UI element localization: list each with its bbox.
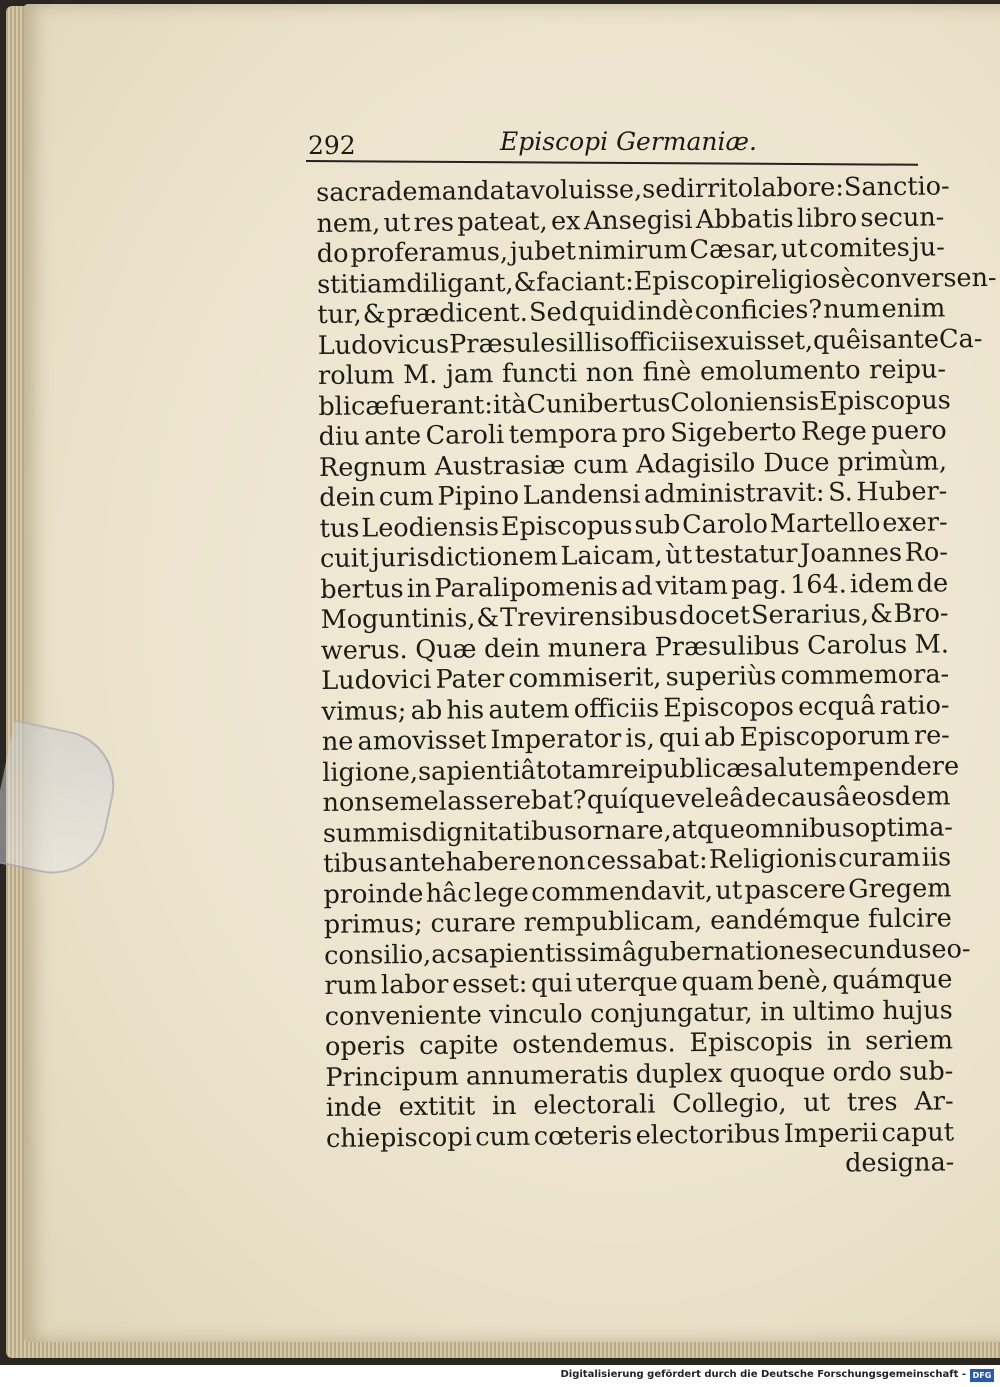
word: superiùs xyxy=(665,661,777,693)
word: electoribus xyxy=(635,1118,781,1151)
word: amovisset xyxy=(357,725,487,757)
word: non xyxy=(536,846,586,877)
word: officiis xyxy=(613,326,700,358)
word: Principum xyxy=(325,1061,459,1093)
word: Abbatis xyxy=(695,203,794,235)
word: demandata xyxy=(385,175,531,208)
word: ante xyxy=(363,420,422,452)
word: conveniente xyxy=(324,999,482,1032)
word: uterque xyxy=(575,967,678,999)
word: asserebat? xyxy=(447,785,587,817)
word: jurisdictionem xyxy=(371,541,558,574)
word: conversen- xyxy=(855,262,997,294)
word: bertus xyxy=(320,573,404,605)
word: Joannes xyxy=(800,537,903,569)
word: commemora- xyxy=(780,659,950,692)
word: Cunibertus xyxy=(526,387,671,420)
word: caput xyxy=(881,1116,955,1148)
word: Huber- xyxy=(856,476,948,508)
word: in xyxy=(406,573,432,604)
word: ratio- xyxy=(879,689,950,721)
word: diligant, xyxy=(406,267,514,299)
word: sacra xyxy=(316,177,387,208)
word: tibus xyxy=(323,848,388,879)
word: ornare, xyxy=(576,814,672,846)
word: eâ xyxy=(713,783,745,814)
word: ùt xyxy=(665,540,693,571)
word: chiepiscopi xyxy=(325,1121,472,1154)
word: inde xyxy=(325,1092,382,1123)
word: Ca- xyxy=(938,323,983,354)
word: Sigeberto xyxy=(670,416,797,449)
word: quoque xyxy=(729,1057,826,1089)
word: do xyxy=(316,238,349,269)
word: quêis xyxy=(812,324,883,356)
word: fulcire xyxy=(867,903,952,935)
word: Ar- xyxy=(914,1086,954,1117)
word: quíque xyxy=(586,784,676,816)
word: salutem xyxy=(750,751,853,783)
word: ut xyxy=(715,875,743,906)
word: Sed xyxy=(528,297,579,328)
word: & xyxy=(476,603,500,634)
word: curam xyxy=(838,842,921,874)
word: hâc xyxy=(425,877,472,909)
word: sapientissimâ xyxy=(460,937,638,970)
word: Carolo xyxy=(682,508,769,540)
word: conjungatur, xyxy=(589,996,753,1029)
word: diu xyxy=(318,421,360,452)
word: re- xyxy=(913,720,950,751)
word: ad xyxy=(620,570,653,602)
word: Paralipomenis xyxy=(434,571,619,604)
word: irrito xyxy=(686,173,754,205)
word: ac xyxy=(431,939,461,970)
word: pag. xyxy=(730,569,788,601)
word: sed xyxy=(642,174,687,205)
word: secun- xyxy=(860,201,945,233)
body-text xyxy=(316,171,997,1184)
word: non xyxy=(322,787,371,818)
word: dein xyxy=(483,633,541,664)
word: pendere xyxy=(852,750,960,782)
word: vinculo xyxy=(489,998,583,1030)
word: operis xyxy=(324,1031,406,1062)
word: ante xyxy=(881,323,940,355)
word: stitiam xyxy=(316,268,407,300)
word: testatur xyxy=(694,538,798,571)
word: faciant: xyxy=(536,266,634,298)
word: cum xyxy=(573,449,629,480)
word: vimus; xyxy=(321,695,407,727)
word: exuisset, xyxy=(699,325,814,357)
word: ex xyxy=(550,205,581,237)
word: ordo xyxy=(832,1056,892,1088)
word: seriem xyxy=(865,1025,954,1057)
word: Ludovicus xyxy=(317,329,450,361)
word: Pater xyxy=(435,664,505,695)
word: res xyxy=(413,207,455,238)
word: Episcopus xyxy=(818,384,951,417)
word: rum xyxy=(324,970,378,1001)
word: Laicam, xyxy=(560,540,663,572)
word: non xyxy=(585,357,635,389)
word: Rege xyxy=(800,416,867,447)
word: lege xyxy=(473,877,529,908)
word: jubet xyxy=(509,236,577,267)
word: primus; xyxy=(323,908,423,940)
word: cessabat: xyxy=(586,844,708,877)
word: autem xyxy=(488,693,570,725)
word: tempora xyxy=(508,418,618,450)
word: voluisse, xyxy=(530,174,643,206)
word: labore: xyxy=(752,172,845,204)
word: ecquâ xyxy=(797,690,876,722)
word: ut xyxy=(383,207,411,238)
word: de xyxy=(744,783,777,814)
word: dignitatibus xyxy=(421,815,578,848)
word: Episcoporum xyxy=(739,720,910,753)
word: Austrasiæ xyxy=(434,449,566,482)
word: rolum xyxy=(317,360,395,391)
word: in xyxy=(760,996,785,1027)
word: docet xyxy=(678,600,751,632)
word: pro xyxy=(621,418,666,449)
word: in xyxy=(491,1090,517,1122)
word: Ansegisi xyxy=(583,204,693,236)
word: in xyxy=(826,1026,852,1057)
word: Trevirensibus xyxy=(499,601,678,634)
word: ligione, xyxy=(322,756,419,788)
word: electorali xyxy=(533,1089,656,1121)
word: cum xyxy=(378,481,435,513)
word: hujus xyxy=(882,994,953,1026)
word: tus xyxy=(319,513,360,544)
word: cuit xyxy=(319,543,370,574)
word: ità xyxy=(492,389,527,420)
word: his xyxy=(446,694,485,726)
word: eo- xyxy=(931,933,971,965)
word: vel xyxy=(675,783,714,815)
word: omnibus xyxy=(744,812,856,845)
word: Serarius, xyxy=(750,599,870,631)
word: ultimo xyxy=(792,995,876,1027)
word: Imperii xyxy=(783,1117,879,1149)
word: cœteris xyxy=(533,1120,633,1152)
word: & xyxy=(513,267,537,298)
word: ab xyxy=(703,722,736,753)
word: Pipino xyxy=(437,480,520,512)
word: rempublicam, xyxy=(523,905,703,938)
word: totam xyxy=(535,754,612,786)
word: commendavit, xyxy=(530,875,714,908)
word: sub xyxy=(634,509,681,541)
word: administravit: xyxy=(643,477,825,510)
word: emolumento xyxy=(699,355,861,387)
word: pascere xyxy=(744,873,846,906)
word: Episcopis xyxy=(689,1026,814,1059)
word: dein xyxy=(319,482,376,513)
word: num xyxy=(823,294,881,325)
word: Episcopus xyxy=(500,510,633,542)
word: Quæ xyxy=(415,633,477,665)
word: M. xyxy=(402,359,438,391)
word: reipublicæ xyxy=(610,752,751,785)
word: quid xyxy=(578,296,637,328)
word: sapientiâ xyxy=(417,755,537,787)
word: Episcopos xyxy=(663,691,795,723)
word: ju- xyxy=(911,232,945,263)
word: gubernatione xyxy=(636,935,811,968)
word: Sanctio- xyxy=(843,171,950,203)
word: finè xyxy=(642,357,692,388)
word: optima- xyxy=(854,811,954,843)
word: ut xyxy=(780,233,808,265)
word: ab xyxy=(410,695,443,726)
word: Gregem xyxy=(848,872,952,904)
word: ne xyxy=(321,726,354,757)
word: semel xyxy=(371,786,447,818)
word: Ro- xyxy=(904,537,949,568)
word: atque xyxy=(671,814,746,845)
page-header xyxy=(304,125,944,173)
word: eandémque xyxy=(709,904,861,936)
word: libro xyxy=(796,202,858,234)
word: Adagisilo xyxy=(635,447,756,480)
page-number: 292 xyxy=(308,131,356,160)
word: curare xyxy=(430,907,517,939)
word: labor xyxy=(380,969,449,1001)
text-line: designa- xyxy=(844,1147,955,1179)
word: Landensi xyxy=(522,479,641,511)
word: exer- xyxy=(882,506,948,538)
word: Caroli xyxy=(425,420,505,451)
word: Bro- xyxy=(893,598,949,629)
word: consilio, xyxy=(323,939,432,971)
word: conficies? xyxy=(694,294,823,327)
word: blicæ xyxy=(318,390,390,422)
word: religiosè xyxy=(743,263,856,296)
word: causâ xyxy=(776,782,852,814)
word: Coloniensis xyxy=(670,386,820,418)
word: Episcopi xyxy=(633,265,745,297)
footer-credit: Digitalisierung gefördert durch die Deutsche Forschungsgemeinschaft - xyxy=(560,1369,966,1380)
word: benè, xyxy=(757,965,829,997)
word: 164. xyxy=(789,568,847,600)
word: & xyxy=(869,598,893,630)
word: tur, xyxy=(317,299,362,330)
word: Collegio, xyxy=(672,1088,787,1120)
word: Leodiensis xyxy=(361,511,500,544)
word: ostendemus. xyxy=(512,1028,676,1060)
word: idem xyxy=(849,568,914,599)
word: proinde xyxy=(323,878,424,910)
word: comites xyxy=(809,232,910,264)
word: quam xyxy=(681,966,754,998)
word: qui xyxy=(531,968,573,999)
word: werus. xyxy=(320,634,408,666)
word: quámque xyxy=(832,964,953,996)
word: Præsules xyxy=(448,327,569,360)
running-head: Episcopi Germaniæ. xyxy=(500,127,757,156)
word: Præsulibus xyxy=(654,630,800,662)
word: prædicent. xyxy=(386,297,528,330)
word: summis xyxy=(322,817,423,849)
word: nem, xyxy=(316,207,381,239)
word: capite xyxy=(418,1030,499,1061)
word: indè xyxy=(637,296,694,327)
word: illis xyxy=(568,327,615,358)
word: Imperator xyxy=(490,723,622,756)
word: qui xyxy=(658,723,700,754)
word: secundus xyxy=(810,934,932,966)
word: Cæsar, xyxy=(689,234,780,266)
word: jam xyxy=(445,359,494,390)
word: antehabere xyxy=(388,846,537,879)
word: S. xyxy=(827,477,853,508)
word: extitit xyxy=(398,1091,476,1123)
word: Regnum xyxy=(318,451,427,483)
word: commiserit, xyxy=(508,662,662,695)
word: ut xyxy=(803,1087,831,1118)
word: sub- xyxy=(898,1055,954,1087)
word: enim xyxy=(881,293,946,325)
word: puero xyxy=(871,415,947,447)
word: cum xyxy=(475,1121,531,1152)
word: annumeratis xyxy=(465,1059,629,1091)
word: vitam xyxy=(655,570,729,601)
word: Carolus xyxy=(807,629,908,661)
word: officiis xyxy=(573,692,660,724)
word: nimirum xyxy=(577,235,688,267)
word: duplex xyxy=(635,1058,723,1090)
word: pateat, xyxy=(457,206,548,238)
word: de xyxy=(916,567,949,599)
word: is, xyxy=(625,723,655,754)
word: munera xyxy=(547,632,648,664)
word: reipu- xyxy=(869,354,947,386)
word: Ludovici xyxy=(321,664,432,696)
word: primùm, xyxy=(837,445,948,478)
word: fuerant: xyxy=(389,389,494,421)
word: eosdem xyxy=(851,781,951,813)
word: iis xyxy=(921,842,952,873)
word: functi xyxy=(501,358,578,390)
word: esset: xyxy=(452,968,528,1000)
footer-bar xyxy=(0,1365,1000,1387)
word: & xyxy=(362,299,386,330)
word: M. xyxy=(914,628,950,660)
word: Religionis xyxy=(708,843,838,875)
word: Moguntinis, xyxy=(320,603,476,635)
word: tres xyxy=(846,1086,898,1118)
word: proferamus, xyxy=(350,236,509,269)
dfg-logo-icon: DFG xyxy=(970,1369,994,1382)
word: Duce xyxy=(763,447,830,478)
word: Martello xyxy=(769,507,881,539)
